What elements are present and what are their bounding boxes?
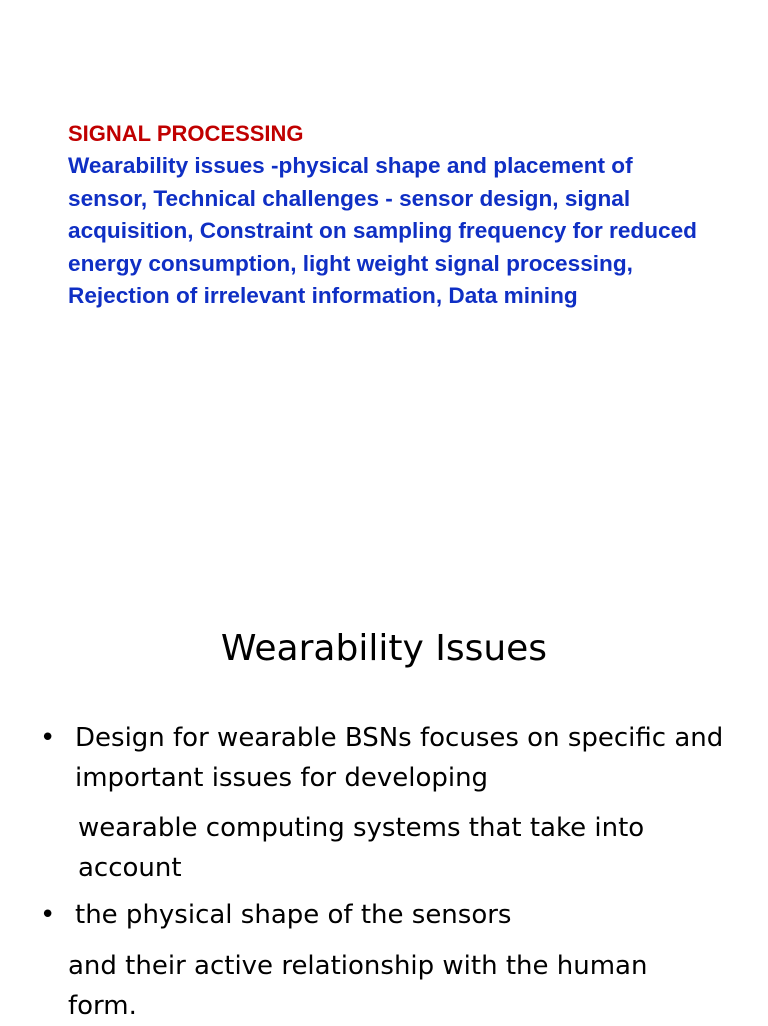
bullet-continuation [78,808,708,888]
section-body: Wearability issues -physical shape and placement of sensor, Technical challenges - sensor design, signal acquisition, Constraint on sampling frequency for reduced energy consumption, light weight signal processing, Rejection of irrelevant information, Data mining [68,153,697,308]
bullet-text: the physical shape of the sensors [75,900,512,930]
bullet-icon: • [40,900,56,930]
bullet-list-item [40,718,740,798]
bullet-row [40,895,740,935]
bullet-text: Design for wearable BSNs focuses on specific and important issues for developing [75,723,724,793]
slide-title: Wearability Issues [220,628,548,669]
bullet-list-item [40,895,740,935]
continuation-text: and their active relationship with the human form. [68,951,648,1021]
bullet-continuation [68,946,708,1026]
bullet-row [40,718,740,798]
section-heading: SIGNAL PROCESSING [68,121,304,146]
bullet-icon: • [40,723,56,753]
slide-wearability-issues [0,576,768,1024]
continuation-text: wearable computing systems that take into account [78,813,645,883]
